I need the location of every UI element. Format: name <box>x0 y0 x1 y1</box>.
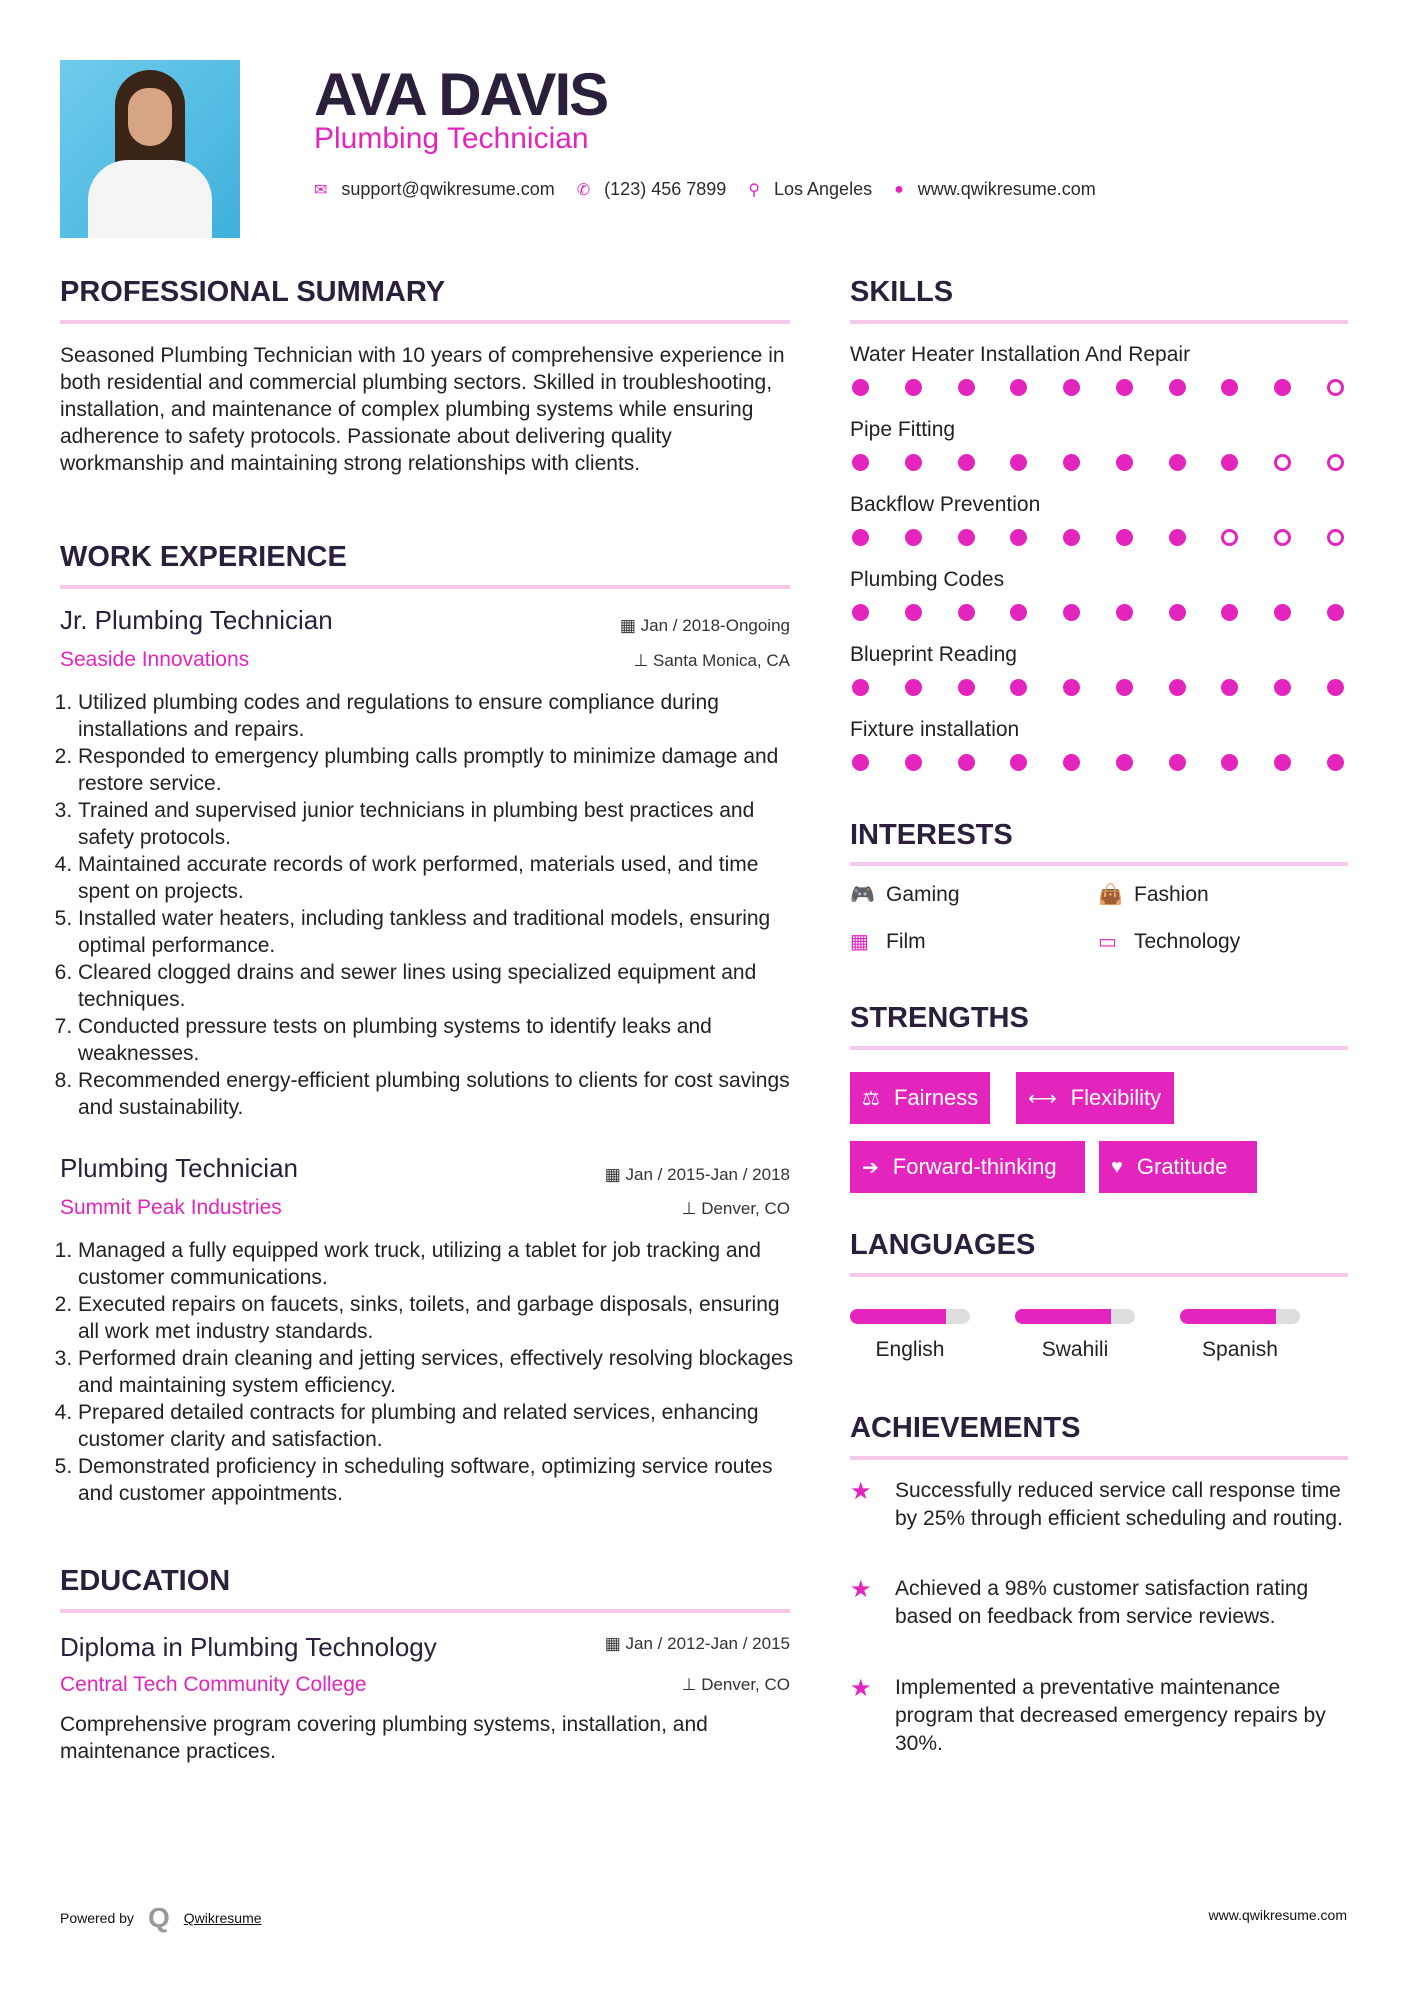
rating-dot-filled <box>852 604 869 621</box>
rating-dot-filled <box>958 454 975 471</box>
skill-item <box>850 718 1346 771</box>
list-item: 8. Recommended energy-efficient plumbing solutions to clients for cost savings and sustainability. <box>78 1067 795 1121</box>
list-item: 7. Conducted pressure tests on plumbing systems to identify leaks and weaknesses. <box>78 1013 795 1067</box>
rating-dot-filled <box>1221 754 1238 771</box>
company-name: Summit Peak Industries <box>60 1196 282 1219</box>
language-name: English <box>875 1338 945 1361</box>
rating-dot-filled <box>1274 604 1291 621</box>
rating-dot-filled <box>1116 679 1133 696</box>
star-icon: ★ <box>850 1576 872 1603</box>
rating-dot-filled <box>905 529 922 546</box>
skill-item <box>850 643 1346 696</box>
company-name: Seaside Innovations <box>60 648 250 671</box>
rating-dot-filled <box>905 754 922 771</box>
rating-dot-filled <box>1221 679 1238 696</box>
language-level-fill <box>1015 1309 1111 1324</box>
section-heading-skills: SKILLS <box>850 276 954 308</box>
education-description: Comprehensive program covering plumbing systems, installation, and maintenance practices. <box>60 1713 708 1763</box>
section-heading-strengths: STRENGTHS <box>850 1002 1029 1034</box>
rating-dot-filled <box>1274 754 1291 771</box>
divider <box>60 1609 790 1613</box>
skill-item <box>850 493 1346 546</box>
list-item: 5. Installed water heaters, including tankless and traditional models, ensuring optimal performance. <box>78 905 795 959</box>
rating-dot-filled <box>1063 754 1080 771</box>
list-item: 3. Trained and supervised junior technicians in plumbing best practices and safety protocols. <box>78 797 795 851</box>
shopping-bag-icon: 👜 <box>1098 884 1123 906</box>
rating-dot-empty <box>1274 529 1291 546</box>
rating-dot-filled <box>905 454 922 471</box>
summary-text: Seasoned Plumbing Technician with 10 years of comprehensive experience in both residential and commercial plumbing sectors. Skilled in troubleshooting, installation, and maintenance of complex plumbing systems while ensuring adherence to safety protocols. Passionate about delivering quality workmanship and maintaining strong relationships with clients. <box>60 344 785 475</box>
rating-dot-filled <box>1010 604 1027 621</box>
website[interactable]: www.qwikresume.com <box>917 179 1096 199</box>
rating-dot-filled <box>1010 529 1027 546</box>
divider <box>850 1046 1348 1050</box>
degree: Diploma in Plumbing Technology <box>60 1632 437 1662</box>
rating-dot-filled <box>1116 454 1133 471</box>
achievement-item: ★ Implemented a preventative maintenance program that decreased emergency repairs by 30%. <box>850 1674 1350 1758</box>
rating-dot-filled <box>1274 679 1291 696</box>
rating-dot-empty <box>1327 454 1344 471</box>
school-name: Central Tech Community College <box>60 1673 367 1696</box>
divider <box>850 1273 1348 1277</box>
job-location: ⊥ Denver, CO <box>681 1199 790 1218</box>
section-heading-interests: INTERESTS <box>850 819 1013 851</box>
language-level-bar <box>1015 1309 1135 1324</box>
job-title: Jr. Plumbing Technician <box>60 605 333 635</box>
rating-dot-empty <box>1327 379 1344 396</box>
list-item: 4. Maintained accurate records of work performed, materials used, and time spent on projects. <box>78 851 795 905</box>
contact-row <box>314 179 1118 200</box>
arrow-right-icon: ➔ <box>862 1156 879 1179</box>
heart-icon: ♥ <box>1111 1155 1123 1178</box>
rating-dot-filled <box>1327 754 1344 771</box>
language-level-fill <box>1180 1309 1276 1324</box>
rating-dot-filled <box>1169 604 1186 621</box>
rating-dot-filled <box>1274 379 1291 396</box>
rating-dot-empty <box>1274 454 1291 471</box>
section-heading-experience: WORK EXPERIENCE <box>60 541 347 573</box>
job-dates: ▦ Jan / 2018-Ongoing <box>619 616 790 635</box>
rating-dot-filled <box>958 754 975 771</box>
rating-dot-filled <box>1169 679 1186 696</box>
skill-rating <box>850 529 1346 546</box>
language-level-bar <box>1180 1309 1300 1324</box>
arrows-h-icon: ⟷ <box>1028 1087 1057 1110</box>
footer-powered <box>60 1902 262 1934</box>
rating-dot-filled <box>1063 604 1080 621</box>
rating-dot-filled <box>1221 454 1238 471</box>
rating-dot-filled <box>1169 754 1186 771</box>
phone-icon: ✆ <box>576 181 591 199</box>
rating-dot-filled <box>905 679 922 696</box>
rating-dot-filled <box>1063 529 1080 546</box>
rating-dot-filled <box>905 604 922 621</box>
calendar-icon: ▦ <box>619 616 641 635</box>
calendar-icon: ▦ <box>604 1634 626 1653</box>
section-heading-summary: PROFESSIONAL SUMMARY <box>60 276 446 308</box>
language-level-bar <box>850 1309 970 1324</box>
divider <box>60 320 790 324</box>
rating-dot-filled <box>852 679 869 696</box>
strength-badge: ♥ Gratitude <box>1099 1141 1257 1193</box>
rating-dot-filled <box>852 379 869 396</box>
list-item: 1. Utilized plumbing codes and regulations to ensure compliance during installations and repairs. <box>78 689 795 743</box>
powered-by-label: Powered by <box>60 1910 134 1926</box>
skill-name: Blueprint Reading <box>850 643 1017 666</box>
qwikresume-logo-icon: Q <box>147 1902 170 1933</box>
job-bullets <box>60 689 795 1121</box>
divider <box>850 862 1348 866</box>
rating-dot-filled <box>852 529 869 546</box>
rating-dot-empty <box>1327 529 1344 546</box>
strength-badge: ➔ Forward-thinking <box>850 1141 1085 1193</box>
map-marker-icon: ⚲ <box>748 181 760 199</box>
film-icon: ▦ <box>850 931 869 953</box>
list-item: 6. Cleared clogged drains and sewer lines using specialized equipment and techniques. <box>78 959 795 1013</box>
education-dates: ▦ Jan / 2012-Jan / 2015 <box>604 1634 790 1653</box>
profile-photo <box>60 60 240 238</box>
skill-rating <box>850 754 1346 771</box>
laptop-icon: ▭ <box>1098 931 1117 953</box>
rating-dot-filled <box>852 754 869 771</box>
achievement-item: ★ Achieved a 98% customer satisfaction rating based on feedback from service reviews. <box>850 1575 1350 1631</box>
pin-icon: ⊥ <box>633 651 653 670</box>
skill-item <box>850 418 1346 471</box>
list-item: 3. Performed drain cleaning and jetting services, effectively resolving blockages and maintaining system efficiency. <box>78 1345 795 1399</box>
job-title: Plumbing Technician <box>60 1153 298 1183</box>
skill-name: Fixture installation <box>850 718 1020 741</box>
pin-icon: ⊥ <box>681 1199 702 1218</box>
rating-dot-filled <box>958 604 975 621</box>
rating-dot-filled <box>1010 754 1027 771</box>
email[interactable]: support@qwikresume.com <box>341 179 555 199</box>
rating-dot-filled <box>852 454 869 471</box>
list-item: 4. Prepared detailed contracts for plumbing and related services, enhancing customer clarity and satisfaction. <box>78 1399 795 1453</box>
rating-dot-filled <box>1327 679 1344 696</box>
rating-dot-filled <box>1116 754 1133 771</box>
candidate-title: Plumbing Technician <box>314 122 589 155</box>
strength-badge: ⟷ Flexibility <box>1016 1072 1174 1124</box>
rating-dot-filled <box>958 379 975 396</box>
globe-icon: ● <box>894 180 904 198</box>
skill-rating <box>850 454 1346 471</box>
star-icon: ★ <box>850 1675 872 1702</box>
rating-dot-filled <box>1116 529 1133 546</box>
job-dates: ▦ Jan / 2015-Jan / 2018 <box>604 1165 790 1184</box>
education-location: ⊥ Denver, CO <box>681 1675 790 1694</box>
phone: (123) 456 7899 <box>604 179 727 199</box>
pin-icon: ⊥ <box>681 1675 702 1694</box>
language-name: Swahili <box>1041 1338 1109 1361</box>
location: Los Angeles <box>774 179 873 199</box>
skill-rating <box>850 379 1346 396</box>
skill-name: Pipe Fitting <box>850 418 956 441</box>
divider <box>60 585 790 589</box>
rating-dot-empty <box>1221 529 1238 546</box>
section-heading-languages: LANGUAGES <box>850 1229 1036 1261</box>
rating-dot-filled <box>1010 454 1027 471</box>
star-icon: ★ <box>850 1478 872 1505</box>
skill-name: Water Heater Installation And Repair <box>850 343 1191 366</box>
divider <box>850 1456 1348 1460</box>
job-location: ⊥ Santa Monica, CA <box>633 651 790 670</box>
rating-dot-filled <box>905 379 922 396</box>
envelope-icon: ✉ <box>314 181 328 199</box>
candidate-name: AVA DAVIS <box>314 61 608 128</box>
rating-dot-filled <box>1116 604 1133 621</box>
calendar-icon: ▦ <box>604 1165 626 1184</box>
rating-dot-filled <box>1010 379 1027 396</box>
rating-dot-filled <box>1169 379 1186 396</box>
language-level-fill <box>850 1309 946 1324</box>
rating-dot-filled <box>1063 454 1080 471</box>
rating-dot-filled <box>1221 379 1238 396</box>
skill-item <box>850 343 1346 396</box>
brand-link[interactable]: Qwikresume <box>183 1910 262 1926</box>
rating-dot-filled <box>1169 454 1186 471</box>
skill-rating <box>850 604 1346 621</box>
achievement-item: ★ Successfully reduced service call response time by 25% through efficient scheduling and routing. <box>850 1477 1350 1533</box>
skill-name: Plumbing Codes <box>850 568 1005 591</box>
list-item: 5. Demonstrated proficiency in scheduling software, optimizing service routes and customer appointments. <box>78 1453 795 1507</box>
rating-dot-filled <box>1063 679 1080 696</box>
footer-website[interactable]: www.qwikresume.com <box>1208 1907 1347 1923</box>
rating-dot-filled <box>1010 679 1027 696</box>
rating-dot-filled <box>958 529 975 546</box>
rating-dot-filled <box>1063 379 1080 396</box>
rating-dot-filled <box>958 679 975 696</box>
interest-gaming: 🎮 Gaming <box>850 882 960 906</box>
list-item: 2. Executed repairs on faucets, sinks, toilets, and garbage disposals, ensuring all work met industry standards. <box>78 1291 795 1345</box>
rating-dot-filled <box>1221 604 1238 621</box>
balance-scale-icon: ⚖ <box>862 1087 880 1110</box>
section-heading-achievements: ACHIEVEMENTS <box>850 1412 1081 1444</box>
skill-name: Backflow Prevention <box>850 493 1041 516</box>
rating-dot-filled <box>1327 604 1344 621</box>
strength-badge: ⚖ Fairness <box>850 1072 990 1124</box>
skill-rating <box>850 679 1346 696</box>
section-heading-education: EDUCATION <box>60 1565 231 1597</box>
list-item: 2. Responded to emergency plumbing calls promptly to minimize damage and restore service. <box>78 743 795 797</box>
interest-technology: ▭ Technology <box>1098 929 1241 953</box>
divider <box>850 320 1348 324</box>
rating-dot-filled <box>1169 529 1186 546</box>
language-name: Spanish <box>1202 1338 1278 1361</box>
rating-dot-filled <box>1116 379 1133 396</box>
gamepad-icon: 🎮 <box>850 884 875 906</box>
job-bullets <box>60 1237 795 1507</box>
list-item: 1. Managed a fully equipped work truck, utilizing a tablet for job tracking and customer communications. <box>78 1237 795 1291</box>
skill-item <box>850 568 1346 621</box>
interest-fashion: 👜 Fashion <box>1098 882 1209 906</box>
interest-film: ▦ Film <box>850 929 926 953</box>
